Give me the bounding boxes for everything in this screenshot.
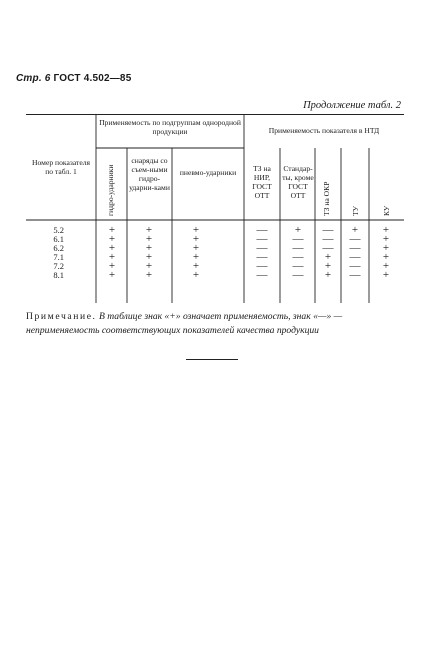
table-cell: + <box>145 269 153 281</box>
table-cell: + <box>145 233 153 245</box>
table-cell: + <box>382 260 390 272</box>
col-header-ku <box>382 186 391 216</box>
table-cell: — <box>292 233 304 245</box>
col-header-tu-text: ТУ <box>351 205 360 216</box>
table-cell: + <box>351 224 359 236</box>
table-cell: + <box>192 242 200 254</box>
table-cell: — <box>322 233 334 245</box>
row-label: 6.1 <box>53 234 64 244</box>
col-header-tz-nir <box>246 164 278 200</box>
row-label: 5.2 <box>53 225 64 235</box>
table-cell: + <box>192 224 200 236</box>
group-header-ntd-text: Применяемость показателя в НТД <box>268 126 380 135</box>
table-note <box>26 310 404 338</box>
page-number: Стр. 6 <box>16 73 51 84</box>
table-cell: + <box>382 251 390 263</box>
table-cell: + <box>192 269 200 281</box>
table-cell: — <box>322 242 334 254</box>
table-cell: + <box>108 233 116 245</box>
table-cell: + <box>294 224 302 236</box>
table-cell: — <box>292 269 304 281</box>
table-cell: + <box>108 224 116 236</box>
col-values-tu <box>343 226 367 280</box>
table-cell: + <box>145 260 153 272</box>
col-header-removable-hydrohammer-tools <box>129 156 170 192</box>
table-cell: + <box>145 224 153 236</box>
col-header-standards-text: Стандар-ты, кроме ГОСТ ОТТ <box>282 164 314 200</box>
table-cell: + <box>108 269 116 281</box>
table-cell: — <box>349 242 361 254</box>
row-label: 7.2 <box>53 261 64 271</box>
table-cell: — <box>256 233 268 245</box>
table-cell: — <box>256 251 268 263</box>
table-continuation-caption: Продолжение табл. 2 <box>303 100 401 111</box>
table-cell: + <box>324 269 332 281</box>
table-cell: + <box>192 260 200 272</box>
page-header <box>16 73 131 84</box>
note-lead: Примечание. <box>26 311 97 322</box>
col-values-ku <box>374 226 398 280</box>
table-cell: + <box>324 251 332 263</box>
table-cell: + <box>382 242 390 254</box>
table-cell: — <box>349 269 361 281</box>
col-values-pneumohammers <box>184 226 208 280</box>
table-cell: + <box>108 242 116 254</box>
table-cell: — <box>349 233 361 245</box>
row-label: 7.1 <box>53 252 64 262</box>
table-cell: + <box>145 251 153 263</box>
row-header-text: Номер показателя по табл. 1 <box>32 158 90 176</box>
table-cell: + <box>192 233 200 245</box>
col-header-tz-okr <box>322 156 331 216</box>
col-header-pneumohammers-text: пневмо-ударники <box>179 168 237 177</box>
table-cell: + <box>108 251 116 263</box>
table-cell: — <box>292 251 304 263</box>
note-text: В таблице знак «+» означает применяемость, знак «—» — неприменяемость соответствующих показателей качества продукции <box>26 311 343 336</box>
col-values-tz-okr <box>316 226 340 280</box>
table-cell: + <box>382 233 390 245</box>
group-header-subgroups-text: Применяемость по подгруппам однородной продукции <box>99 118 241 136</box>
col-values-standards <box>286 226 310 280</box>
row-header <box>28 158 94 176</box>
col-values-hydrohammers <box>100 226 124 280</box>
group-header-subgroups <box>98 118 242 136</box>
col-header-standards <box>282 164 314 200</box>
col-header-hydrohammers <box>106 152 115 216</box>
col-header-removable-text: снаряды со съем-ными гидро-ударни-ками <box>129 156 170 192</box>
separator-rule <box>186 359 238 360</box>
table-cell: — <box>256 260 268 272</box>
col-header-ku-text: КУ <box>382 205 391 216</box>
table-cell: + <box>324 260 332 272</box>
table-cell: + <box>382 269 390 281</box>
table-cell: — <box>349 251 361 263</box>
applicability-table <box>26 114 404 303</box>
table-cell: + <box>382 224 390 236</box>
table-cell: + <box>192 251 200 263</box>
table-cell: + <box>145 242 153 254</box>
table-cell: — <box>322 224 334 236</box>
row-label: 8.1 <box>53 270 64 280</box>
col-header-tz-nir-text: ТЗ на НИР, ГОСТ ОТТ <box>252 164 272 200</box>
col-values-removable <box>137 226 161 280</box>
col-header-hydrohammers-text: гидро-ударники <box>106 164 115 216</box>
table-cell: + <box>108 260 116 272</box>
table-cell: — <box>256 242 268 254</box>
table-cell: — <box>256 269 268 281</box>
row-label: 6.2 <box>53 243 64 253</box>
group-header-ntd <box>246 126 402 135</box>
row-labels <box>40 226 64 280</box>
col-header-tz-okr-text: ТЗ на ОКР <box>322 181 331 216</box>
col-values-tz-nir <box>250 226 274 280</box>
table-cell: — <box>292 242 304 254</box>
table-cell: — <box>349 260 361 272</box>
standard-code: ГОСТ 4.502—85 <box>53 73 132 84</box>
table-cell: — <box>292 260 304 272</box>
col-header-pneumohammers <box>174 168 242 177</box>
col-header-tu <box>351 186 360 216</box>
table-cell: — <box>256 224 268 236</box>
